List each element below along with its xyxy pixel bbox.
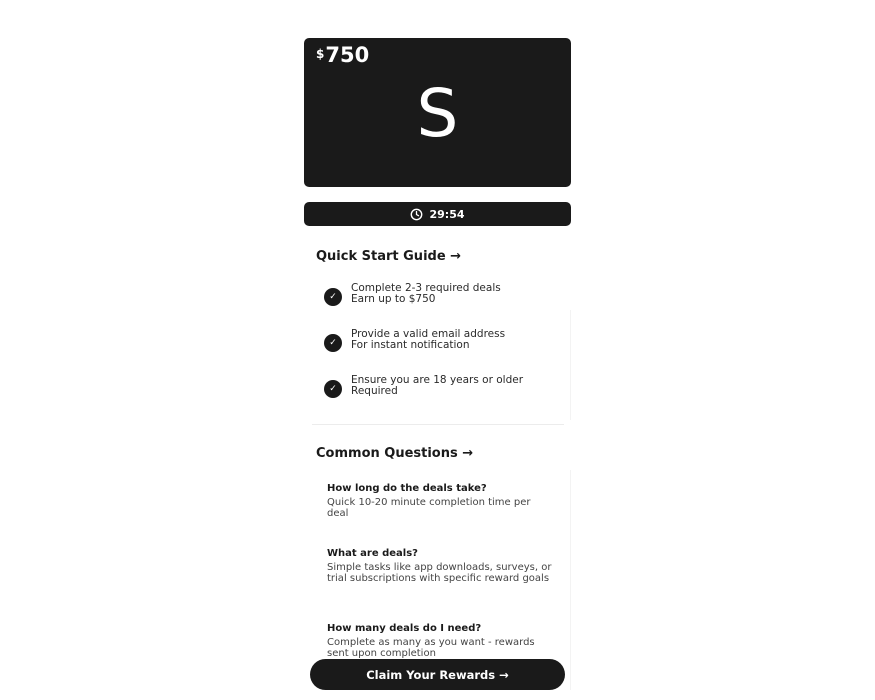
gift-card: [304, 38, 571, 187]
brand-logo: S: [416, 75, 459, 152]
guide-text: [351, 375, 523, 397]
guide-line1: Provide a valid email address: [351, 328, 506, 340]
section-edge: [570, 310, 571, 420]
guide-text: [351, 283, 501, 305]
faq-item: [327, 623, 552, 659]
main-column: [304, 0, 571, 700]
check-icon: ✓: [324, 380, 342, 398]
quick-start-title: Quick Start Guide →: [316, 249, 462, 264]
faq-question: How long do the deals take?: [327, 483, 487, 494]
guide-line2: Required: [351, 385, 398, 397]
claim-rewards-button[interactable]: Claim Your Rewards →: [310, 659, 565, 690]
check-icon: ✓: [324, 334, 342, 352]
check-icon: ✓: [324, 288, 342, 306]
amount-value: 750: [325, 43, 370, 67]
guide-line2: For instant notification: [351, 339, 470, 351]
guide-line1: Ensure you are 18 years or older: [351, 374, 524, 386]
section-divider: [312, 424, 564, 425]
guide-item: [324, 329, 564, 359]
faq-item: [327, 483, 552, 519]
guide-item: [324, 375, 564, 405]
faq-answer: Quick 10-20 minute completion time per deal: [327, 497, 531, 519]
guide-line2: Earn up to $750: [351, 293, 436, 305]
countdown-timer: [304, 202, 571, 226]
faq-answer: Complete as many as you want - rewards sent upon completion: [327, 637, 535, 659]
faq-title: Common Questions →: [316, 446, 474, 461]
currency-symbol: $: [316, 47, 325, 61]
section-edge: [570, 470, 571, 690]
guide-item: [324, 283, 564, 313]
card-amount: [316, 44, 369, 66]
guide-text: [351, 329, 505, 351]
faq-item: [327, 548, 552, 584]
faq-question: What are deals?: [327, 548, 418, 559]
faq-answer: Simple tasks like app downloads, surveys, or trial subscriptions with specific reward goals: [327, 562, 552, 584]
guide-line1: Complete 2-3 required deals: [351, 282, 501, 294]
clock-icon: [410, 208, 423, 221]
faq-question: How many deals do I need?: [327, 623, 482, 634]
timer-value: 29:54: [429, 207, 465, 221]
